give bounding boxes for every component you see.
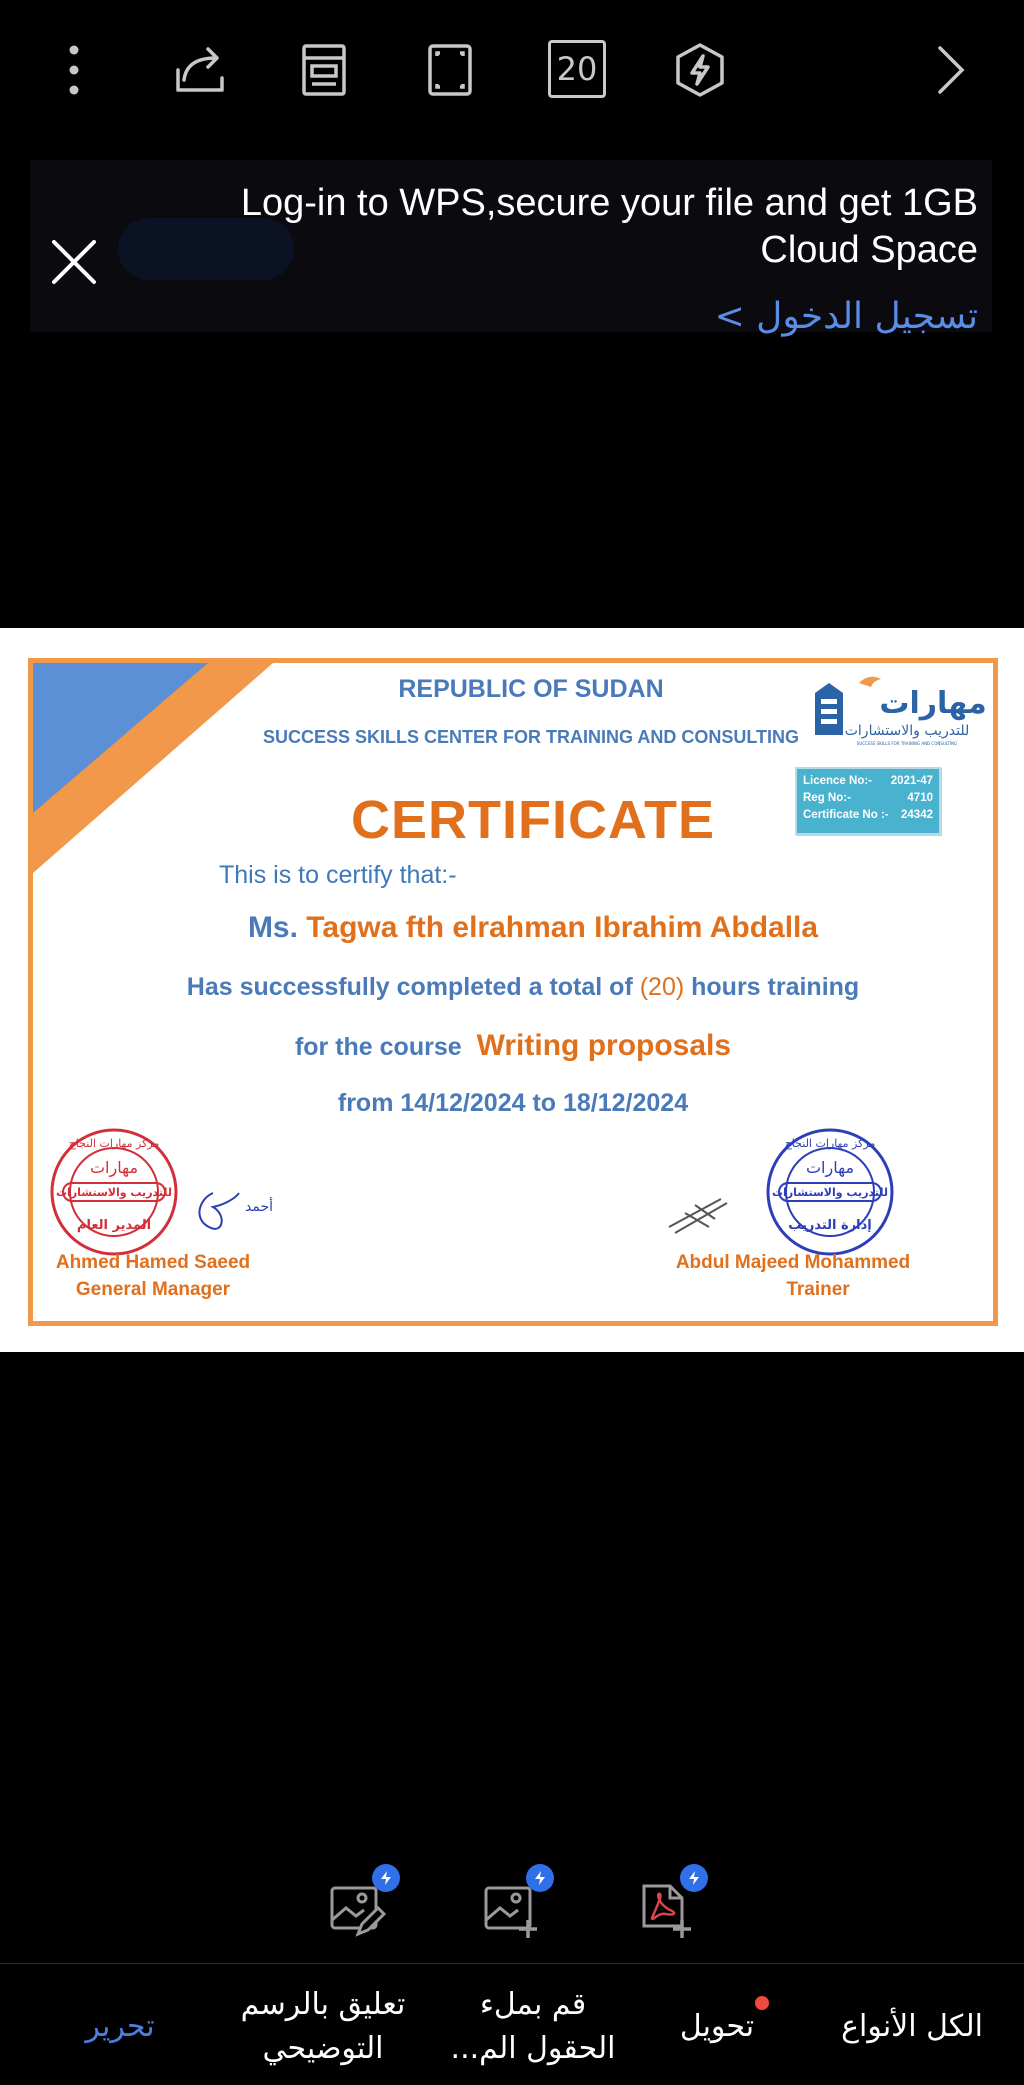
licence-box: Licence No:- 2021-47 Reg No:- 4710 Certificate No :- 24342	[795, 767, 941, 835]
signer-left: Ahmed Hamed Saeed General Manager	[55, 1252, 251, 1300]
nav-annotate[interactable]: تعليق بالرسم التوضيحي	[240, 1987, 406, 2066]
right-stamp	[765, 1127, 895, 1257]
banner-message: Log-in to WPS,secure your file and get 1GB Cloud Space	[240, 182, 978, 271]
fullscreen-icon[interactable]	[418, 38, 482, 102]
bottom-nav	[0, 1963, 1024, 2085]
svg-text:المدير العام: المدير العام	[76, 1218, 152, 1233]
nav-fill-fields[interactable]: قم بملء الحقول الم...	[450, 1987, 616, 2066]
nav-convert[interactable]: تحويل	[679, 2009, 755, 2044]
recipient-name: Ms. Tagwa fth elrahman Ibrahim Abdalla	[247, 911, 819, 944]
notification-dot	[755, 1996, 769, 2010]
chevron-right-icon[interactable]	[918, 38, 982, 102]
left-stamp	[49, 1127, 179, 1257]
left-signature	[193, 1175, 273, 1245]
svg-text:للتدريب والاستشارات: للتدريب والاستشارات	[772, 1186, 888, 1199]
tool-row	[0, 1850, 1024, 1960]
edit-image-tool[interactable]	[316, 1864, 396, 1944]
svg-text:إدارة التدريب: إدارة التدريب	[788, 1218, 872, 1233]
pdf-add-tool[interactable]	[624, 1864, 704, 1944]
nav-all-types[interactable]: الكل الأنواع	[841, 2009, 983, 2044]
lightning-icon[interactable]	[668, 38, 732, 102]
center-name: SUCCESS SKILLS CENTER FOR TRAINING AND CONSULTING	[262, 727, 799, 747]
top-toolbar	[0, 0, 1024, 140]
page-view-icon[interactable]	[292, 38, 356, 102]
signer-right: Abdul Majeed Mohammed Trainer	[675, 1252, 911, 1300]
certificate	[28, 658, 998, 1326]
certify-text: This is to certify that:-	[219, 861, 457, 889]
svg-text:للتدريب والاستشارات: للتدريب والاستشارات	[844, 723, 970, 739]
completion-text: Has successfully completed a total of (20) hours training	[186, 973, 860, 1001]
svg-text:مركز مهارات النجاح: مركز مهارات النجاح	[68, 1137, 160, 1150]
close-icon[interactable]	[48, 236, 100, 288]
pdf-add-icon	[636, 1882, 694, 1940]
svg-text:SUCCESS SKILLS FOR TRAINING AN: SUCCESS SKILLS FOR TRAINING AND CONSULTING	[856, 741, 958, 746]
right-signature	[665, 1183, 745, 1243]
republic-heading: REPUBLIC OF SUDAN	[398, 675, 664, 703]
certificate-title: CERTIFICATE	[351, 790, 715, 850]
lightning-badge-icon	[680, 1864, 708, 1892]
svg-text:مهارات: مهارات	[879, 686, 987, 721]
image-edit-icon	[328, 1882, 386, 1940]
image-add-icon	[482, 1882, 540, 1940]
lightning-badge-icon	[526, 1864, 554, 1892]
login-link[interactable]: تسجيل الدخول >	[714, 296, 978, 337]
course-line: for the course Writing proposals	[294, 1029, 732, 1062]
svg-text:للتدريب والاستشارات: للتدريب والاستشارات	[56, 1186, 172, 1199]
document-page[interactable]	[0, 628, 1024, 1352]
center-logo	[815, 671, 987, 747]
svg-text:مهارات: مهارات	[805, 1158, 855, 1177]
add-image-tool[interactable]	[470, 1864, 550, 1944]
svg-text:أحمد: أحمد	[245, 1199, 273, 1215]
more-vertical-icon[interactable]	[42, 38, 106, 102]
nav-edit[interactable]: تحرير	[85, 2009, 155, 2044]
page-count-icon[interactable]: 20	[548, 40, 606, 98]
share-icon[interactable]	[168, 38, 232, 102]
lightning-badge-icon	[372, 1864, 400, 1892]
svg-text:مهارات: مهارات	[89, 1158, 139, 1177]
course-dates: from 14/12/2024 to 18/12/2024	[337, 1089, 689, 1117]
svg-text:مركز مهارات النجاح: مركز مهارات النجاح	[784, 1137, 876, 1150]
